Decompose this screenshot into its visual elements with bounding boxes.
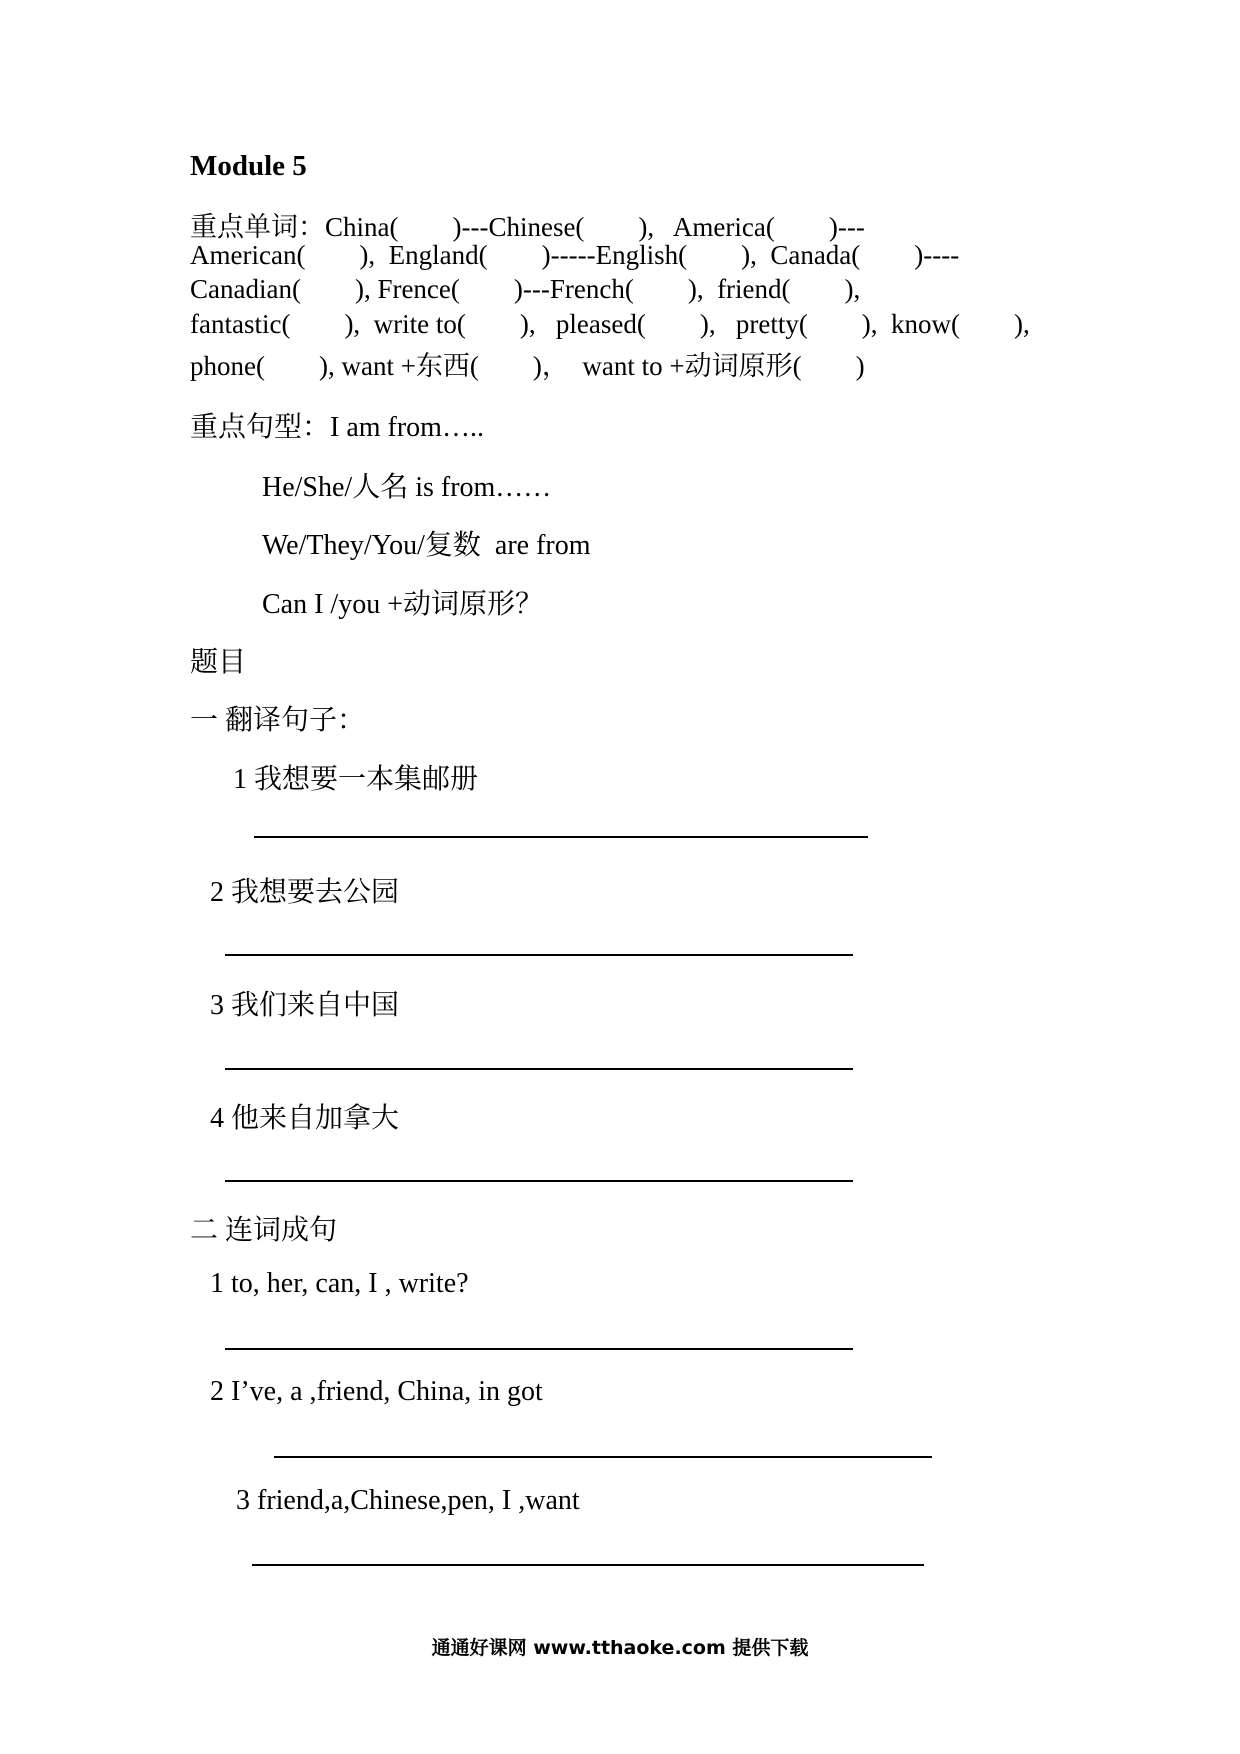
- pattern-item: He/She/人名 is from……: [262, 472, 552, 503]
- answer-line[interactable]: [225, 1348, 853, 1350]
- word-order-item: 2 I’ve, a ,friend, China, in got: [210, 1376, 543, 1407]
- word-order-item: 1 to, her, can, I , write?: [210, 1268, 469, 1299]
- answer-line[interactable]: [252, 1564, 924, 1566]
- footer-download-note: 通通好课网 www.tthaoke.com 提供下载: [431, 1637, 809, 1659]
- answer-line[interactable]: [274, 1456, 932, 1458]
- word-order-item: 3 friend,a,Chinese,pen, I ,want: [236, 1485, 580, 1516]
- vocab-line-5: phone( ), want +东西( )， want to +动词原形( ): [190, 351, 865, 381]
- answer-line[interactable]: [225, 1180, 853, 1182]
- module-title: Module 5: [190, 150, 307, 182]
- answer-line[interactable]: [225, 954, 853, 956]
- section-heading: 题目: [190, 647, 247, 678]
- translate-item: 1 我想要一本集邮册: [233, 764, 479, 795]
- pattern-item: Can I /you +动词原形？: [262, 589, 543, 620]
- vocab-line-3: Canadian( ), Frence( )---French( ), friend( ),: [190, 274, 861, 304]
- translate-item: 2 我想要去公园: [210, 877, 400, 908]
- vocab-line-1: 重点单词：China( )---Chinese( ), America( )---: [190, 212, 865, 242]
- part2-heading: 二 连词成句: [190, 1215, 338, 1246]
- answer-line[interactable]: [225, 1068, 853, 1070]
- answer-line[interactable]: [254, 836, 868, 838]
- translate-item: 3 我们来自中国: [210, 990, 400, 1021]
- pattern-label-line: 重点句型：I am from…..: [190, 412, 484, 443]
- translate-item: 4 他来自加拿大: [210, 1103, 400, 1134]
- vocab-line-4: fantastic( ), write to( ), pleased( ), pretty( ), know( ),: [190, 309, 1030, 339]
- part1-heading: 一 翻译句子：: [190, 705, 366, 736]
- vocab-line-2: American( ), England( )-----English( ), Canada( )----: [190, 240, 960, 270]
- pattern-item: We/They/You/复数 are from: [262, 530, 591, 561]
